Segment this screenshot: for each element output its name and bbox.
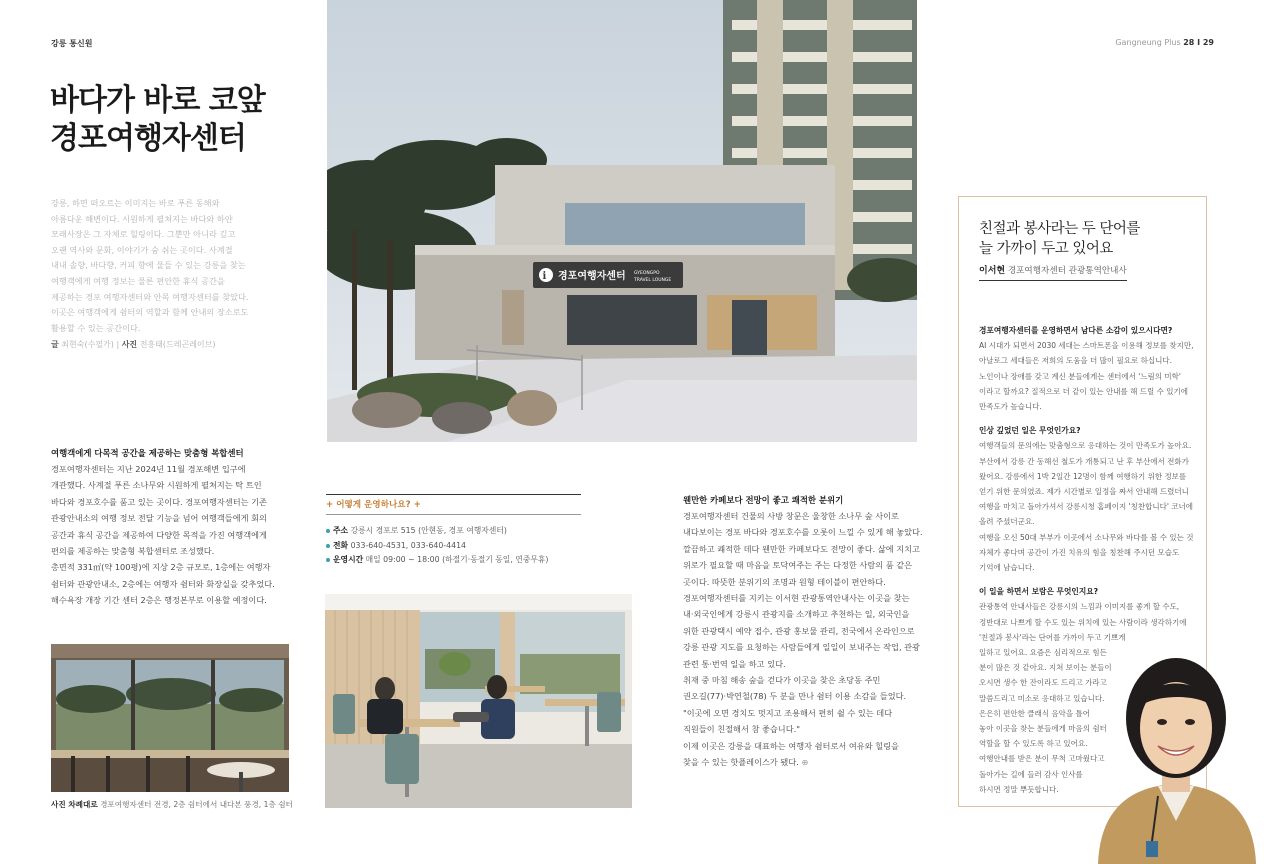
body-line: 공간과 휴식 공간을 제공하여 다양한 목적을 가진 여행객에게 xyxy=(51,529,267,540)
interview-question: 이 일을 하면서 보람은 무엇인지요? xyxy=(979,587,1099,597)
section-2-body xyxy=(683,508,923,771)
interview-answer-line: 오시면 생수 한 잔이라도 드리고 가라고 xyxy=(979,678,1107,688)
interviewee-name: 이서현 xyxy=(979,266,1006,276)
body-line: 내다보이는 경포 바다와 경포호수를 오롯이 느낄 수 있게 해 놓았다. xyxy=(683,527,923,538)
info-value: 매일 09:00 ~ 18:00 (하절기·동절기 동일, 연중무휴) xyxy=(365,555,549,564)
building-sign-text: 경포여행자센터 xyxy=(558,271,626,282)
interview-answer-line: 일하고 있어요. 요즘은 심리적으로 힘든 xyxy=(979,648,1107,658)
article-title xyxy=(50,82,310,158)
info-value: 033-640-4531, 033-640-4414 xyxy=(350,540,466,550)
body-line: 위로가 필요할 때 마음을 토닥여주는 주는 다정한 사람의 품 같은 xyxy=(683,560,913,571)
interview-answer-line: 만족도가 높습니다. xyxy=(979,402,1042,412)
body-line: 경포여행자센터를 지키는 이서현 관광통역안내사는 이곳을 찾는 xyxy=(683,593,910,604)
body-line: 이제 이곳은 강릉을 대표하는 여행자 쉼터로서 여유와 힐링을 xyxy=(683,740,899,751)
interview-answer-line: 여행을 마치고 돌아가셔서 강릉시청 홈페이지 '칭찬합니다' 코너에 xyxy=(979,502,1194,512)
lead-line: 내내 솔향, 바다향, 커피 향에 물들 수 있는 강릉을 찾는 xyxy=(51,260,246,271)
info-label: 주소 xyxy=(333,526,349,535)
interview-question: 경포여행자센터를 운영하면서 남다른 소감이 있으시다면? xyxy=(979,326,1173,335)
photo-label: 사진 xyxy=(121,340,138,349)
info-hours xyxy=(326,553,581,568)
body-line: 편의를 제공하는 맞춤형 복합센터로 조성했다. xyxy=(51,546,215,557)
body-line: 개관했다. 사계절 푸른 소나무와 시원하게 펼쳐지는 탁 트인 xyxy=(51,480,262,491)
caption-label: 사진 차례대로 xyxy=(51,800,98,809)
bullet-icon xyxy=(326,558,330,562)
lead-line: 강릉, 하면 떠오르는 이미지는 바로 푸른 동해와 xyxy=(51,198,220,208)
interview-answer-line: 관광통역 안내사들은 강릉시의 느낌과 이미지를 좋게 할 수도, xyxy=(979,602,1180,612)
second-floor-view-photo xyxy=(51,644,289,792)
body-line: 경포여행자센터는 지난 2024년 11월 경포해변 입구에 xyxy=(51,464,246,474)
info-address xyxy=(326,524,581,539)
body-line: 바다와 경포호수를 품고 있는 곳이다. 경포여행자센터는 기존 xyxy=(51,496,267,507)
lead-line: 오랜 역사와 문화, 이야기가 숨 쉬는 곳이다. 사계절 xyxy=(51,244,233,255)
interviewee-portrait xyxy=(1088,636,1264,864)
interview-answer-line: 돌아가는 길에 들러 감사 인사를 xyxy=(979,769,1083,779)
byline: 글 최현숙(수필가) | 사진 전흥태(드레곤레이브) xyxy=(51,340,216,349)
body-line: 쉼터와 관광안내소, 2층에는 여행자 쉼터와 화장실을 갖추었다. xyxy=(51,578,275,589)
photographer-name: 전흥태(드레곤레이브) xyxy=(139,340,216,349)
interview-answer-line: 올려 주셨더군요. xyxy=(979,517,1035,527)
body-line: 해수욕장 개장 기간 센터 2층은 행정본부로 이용할 예정이다. xyxy=(51,595,267,606)
bullet-icon xyxy=(326,544,330,548)
first-floor-lounge-photo xyxy=(325,594,632,808)
section-tag: 강릉 통신원 xyxy=(51,39,93,48)
interview-title-line-2: 늘 가까이 두고 있어요 xyxy=(979,241,1113,257)
interviewee xyxy=(979,263,1127,281)
lead-line: 여행객에게 여행 정보는 물론 편안한 휴식 공간을 xyxy=(51,275,225,286)
info-label: 운영시간 xyxy=(333,555,364,564)
interview-answer-line: 부산에서 강릉 간 동해선 철도가 개통되고 난 후 부산에서 전화가 xyxy=(979,456,1189,466)
lead-line: 아름다운 해변이다. 시원하게 펼쳐지는 바다와 하얀 xyxy=(51,213,233,224)
body-line: 깔끔하고 쾌적한 데다 웬만한 카페보다도 전망이 좋다. 삶에 지치고 xyxy=(683,543,920,554)
interviewee-role: 경포여행자센터 관광통역안내사 xyxy=(1007,266,1127,276)
body-line: 총면적 331㎡(약 100평)에 지상 2층 규모로, 1층에는 여행자 xyxy=(51,562,271,573)
building-sign-sub-2: TRAVEL LOUNGE xyxy=(634,278,672,283)
body-line-text: 찾을 수 있는 핫플레이스가 됐다. xyxy=(683,757,799,768)
interview-answer-line: 놓아 이곳을 찾는 분들에게 마음의 쉼터 xyxy=(979,724,1107,734)
page-numbers: 28 I 29 xyxy=(1183,38,1214,47)
interview-answer-line: 정반대로 나쁘게 할 수도 있는 위치에 있는 사람이라 생각하기에 xyxy=(979,617,1187,627)
building-exterior-photo xyxy=(327,0,917,442)
interview-answer-line: 하시면 정말 뿌듯합니다. xyxy=(979,784,1059,794)
section-1-body xyxy=(51,461,281,609)
title-line-2: 경포여행자센터 xyxy=(50,121,246,156)
interview-answer-line: 말씀드리고 미소로 응대하고 있습니다. xyxy=(979,693,1105,703)
interview-answer-line: 노인이나 장애를 갖고 계신 분들에게는 센터에서 '느림의 미학' xyxy=(979,371,1181,381)
interview-answer-line: 분이 많은 것 같아요. 지쳐 보이는 분들이 xyxy=(979,663,1112,673)
interview-answer-line: 은은히 편안한 클래식 음악을 틀어 xyxy=(979,708,1090,718)
section-1-heading: 여행객에게 다목적 공간을 제공하는 맞춤형 복합센터 xyxy=(51,448,244,458)
body-line: 내·외국인에게 강릉시 관광지를 소개하고 추천하는 일, 외국인을 xyxy=(683,609,910,620)
interview-title xyxy=(979,219,1140,259)
end-mark-icon: ⊕ xyxy=(801,757,809,768)
body-line: 관광안내소의 여행 정보 전달 기능을 넘어 여행객들에게 회의 xyxy=(51,513,267,524)
writer-label: 글 xyxy=(51,340,59,349)
lead-line: 제공하는 경포 여행자센터와 안목 여행자센터를 찾았다. xyxy=(51,291,249,302)
body-line: 위한 관광택시 예약 접수, 관광 홍보물 관리, 전국에서 온라인으로 xyxy=(683,625,915,636)
interview-question: 인상 깊었던 일은 무엇인가요? xyxy=(979,426,1081,436)
lead-paragraph xyxy=(51,196,276,336)
body-line: "이곳에 오면 경치도 멋지고 조용해서 편히 쉴 수 있는 데다 xyxy=(683,707,893,718)
lead-line: 이곳은 여행객에게 쉼터의 역할과 함께 안내의 장소로도 xyxy=(51,307,249,318)
interview-answer-line: 기억에 남습니다. xyxy=(979,563,1035,573)
body-line: 직원들이 친절해서 참 좋습니다." xyxy=(683,724,800,735)
interview-answer-line: 여행을 오신 50대 부부가 이곳에서 소나무와 바다를 볼 수 있는 것 xyxy=(979,532,1194,542)
lead-line: 모래사장은 그 자체로 힐링이다. 그뿐만 아니라 깊고 xyxy=(51,229,236,240)
info-list xyxy=(326,524,581,568)
interview-answer-line: 여행객들의 문의에는 맞춤형으로 응대하는 것이 만족도가 높아요. xyxy=(979,441,1192,451)
body-line: 취재 중 마침 해송 숲을 걷다가 이곳을 찾은 초당동 주민 xyxy=(683,675,881,686)
info-title: + 어떻게 운영하나요? + xyxy=(326,500,421,510)
svg-text:i: i xyxy=(542,271,547,282)
body-line: 강릉 관광 지도를 요청하는 사람들에게 일일이 보내주는 작업, 관광 xyxy=(683,642,920,653)
info-value: 강릉시 경포로 515 (안현동, 경포 여행자센터) xyxy=(350,526,507,535)
interview-title-line-1: 친절과 봉사라는 두 단어를 xyxy=(979,221,1140,237)
body-line: 경포여행자센터 건물의 사방 창문은 울창한 소나무 숲 사이로 xyxy=(683,511,899,521)
photo-caption xyxy=(51,799,293,810)
body-line: 권오길(77)·박연철(78) 두 분을 만나 쉼터 이용 소감을 들었다. xyxy=(683,691,907,702)
section-1 xyxy=(51,446,281,609)
section-2 xyxy=(683,493,923,771)
title-line-1: 바다가 바로 코앞 xyxy=(50,83,265,118)
body-line xyxy=(683,754,923,770)
bullet-icon xyxy=(326,529,330,533)
interview-answer-line: 왔어요. 강릉에서 1박 2일간 12명이 함께 여행하기 위한 정보를 xyxy=(979,471,1187,481)
body-line: 관련 통·번역 일을 하고 있다. xyxy=(683,658,786,669)
interview-answer-line: 이라고 할까요? 질적으로 더 같이 있는 안내를 해 드릴 수 있기에 xyxy=(979,386,1188,396)
interview-answer-line: 자체가 좋다며 공간이 가진 치유의 힘을 칭찬해 주시던 모습도 xyxy=(979,547,1180,557)
info-label: 전화 xyxy=(333,540,349,550)
interview-answer-line: 얻기 위한 문의였죠. 제가 시간별로 일정을 짜서 안내해 드렸더니 xyxy=(979,487,1189,497)
lead-line: 활용할 수 있는 공간이다. xyxy=(51,322,141,333)
writer-name: 최현숙(수필가) xyxy=(61,340,114,349)
interview-answer-line: 아날로그 세대들은 저희의 도움을 더 많이 필요로 하십니다. xyxy=(979,356,1172,366)
interview-answer-line: AI 시대가 되면서 2030 세대는 스마트폰을 이용해 정보를 찾지만, xyxy=(979,341,1194,351)
info-phone xyxy=(326,539,581,554)
interview-answer-line: 역할을 할 수 있도록 하고 있어요. xyxy=(979,739,1088,749)
building-sign-sub-1: GYEONGPO xyxy=(634,271,660,276)
info-bottom-rule xyxy=(326,514,581,515)
magazine-pages xyxy=(1115,38,1214,47)
section-2-heading: 웬만한 카페보다 전망이 좋고 쾌적한 분위기 xyxy=(683,495,844,505)
caption-text: 경포여행자센터 전경, 2층 쉼터에서 내다본 풍경, 1층 쉼터 xyxy=(100,800,293,809)
body-line: 곳이다. 따뜻한 분위기의 조명과 원형 테이블이 편안하다. xyxy=(683,576,886,587)
interview-answer-line: 여행안내를 받은 분이 무척 고마웠다고 xyxy=(979,754,1105,764)
interview-answer-line: '친절과 봉사'라는 단어를 가까이 두고 기쁘게 xyxy=(979,632,1126,642)
magazine-name: Gangneung Plus xyxy=(1115,38,1181,47)
operation-info-box xyxy=(326,494,581,568)
